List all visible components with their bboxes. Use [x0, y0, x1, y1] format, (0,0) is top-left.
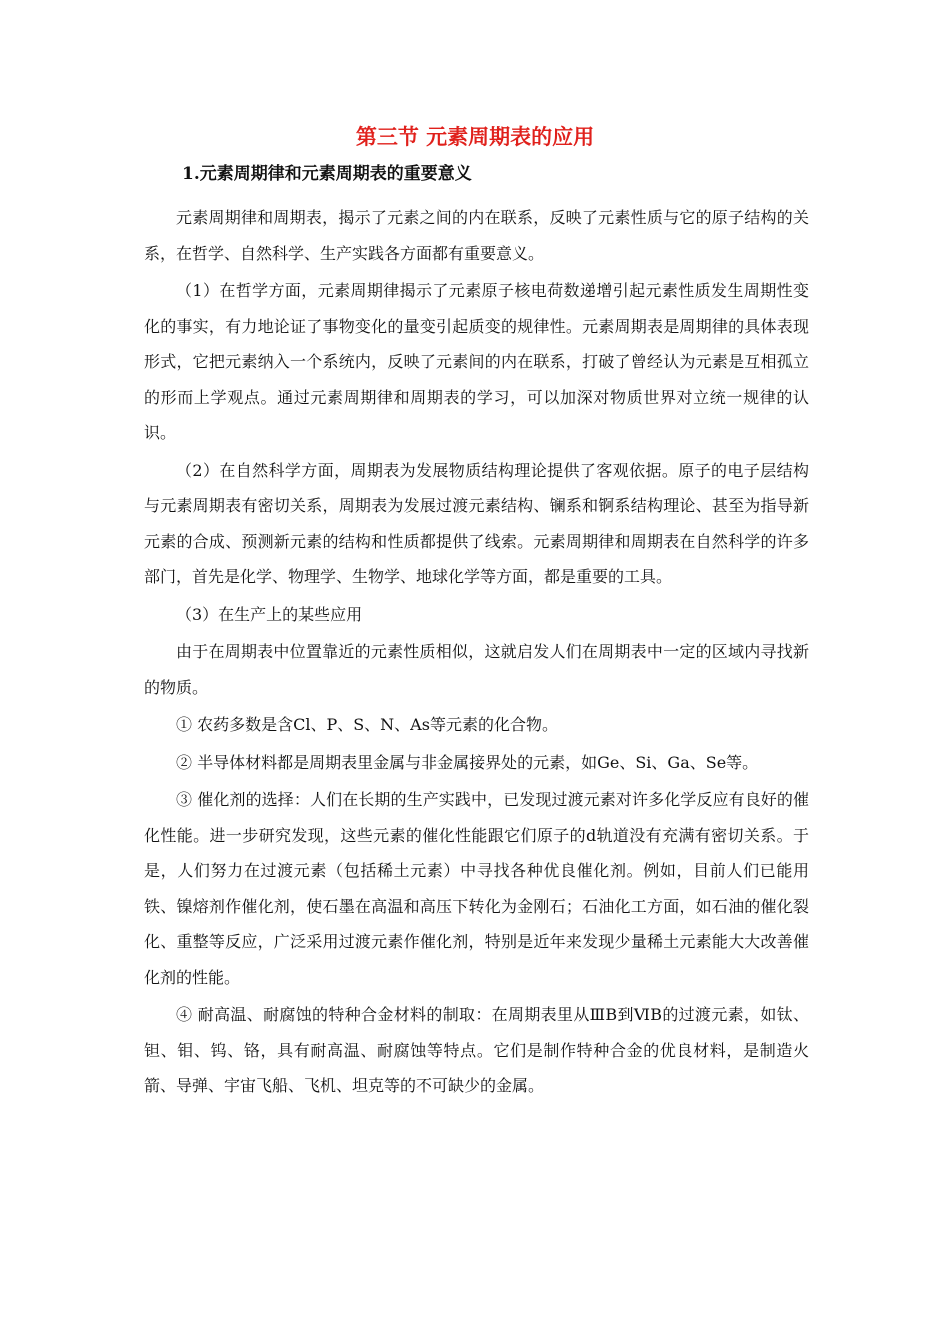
- paragraph-production-intro: 由于在周期表中位置靠近的元素性质相似，这就启发人们在周期表中一定的区域内寻找新的物质。: [144, 642, 809, 697]
- paragraph-intro: 元素周期律和周期表，揭示了元素之间的内在联系，反映了元素性质与它的原子结构的关系，在哲学、自然科学、生产实践各方面都有重要意义。: [144, 208, 809, 263]
- paragraph-philosophy: （1）在哲学方面，元素周期律揭示了元素原子核电荷数递增引起元素性质发生周期性变化的事实，有力地论证了事物变化的量变引起质变的规律性。元素周期表是周期律的具体表现形式，它把元素纳入一个系统内，反映了元素间的内在联系，打破了曾经认为元素是互相孤立的形而上学观点。通过元素周期律和周期表的学习，可以加深对物质世界对立统一规律的认识。: [144, 281, 809, 442]
- paragraph-item-alloys: ④ 耐高温、耐腐蚀的特种合金材料的制取：在周期表里从ⅢB到ⅥB的过渡元素，如钛、钽、钼、钨、铬，具有耐高温、耐腐蚀等特点。它们是制作特种合金的优良材料，是制造火箭、导弹、宇宙飞船、飞机、坦克等的不可缺少的金属。: [144, 1005, 809, 1095]
- paragraph-item-semiconductors: ② 半导体材料都是周期表里金属与非金属接界处的元素，如Ge、Si、Ga、Se等。: [176, 752, 759, 772]
- paragraph-item-catalysts: ③ 催化剂的选择：人们在长期的生产实践中，已发现过渡元素对许多化学反应有良好的催化性能。进一步研究发现，这些元素的催化性能跟它们原子的d轨道没有充满有密切关系。于是，人们努力在过渡元素（包括稀土元素）中寻找各种优良催化剂。例如，目前人们已能用铁、镍熔剂作催化剂，使石墨在高温和高压下转化为金刚石；石油化工方面，如石油的催化裂化、重整等反应，广泛采用过渡元素作催化剂，特别是近年来发现少量稀土元素能大大改善催化剂的性能。: [144, 790, 809, 987]
- document-body: [144, 200, 809, 1106]
- page-title: 第三节 元素周期表的应用: [355, 124, 595, 149]
- paragraph-natural-science: （2）在自然科学方面，周期表为发展物质结构理论提供了客观依据。原子的电子层结构与元素周期表有密切关系，周期表为发展过渡元素结构、镧系和锕系结构理论、甚至为指导新元素的合成、预测新元素的结构和性质都提供了线索。元素周期律和周期表在自然科学的许多部门，首先是化学、物理学、生物学、地球化学等方面，都是重要的工具。: [144, 460, 809, 586]
- paragraph-production-heading: （3）在生产上的某些应用: [176, 604, 363, 624]
- paragraph-item-pesticides: ① 农药多数是含Cl、P、S、N、As等元素的化合物。: [176, 715, 558, 734]
- section-heading: 1.元素周期律和元素周期表的重要意义: [182, 164, 472, 184]
